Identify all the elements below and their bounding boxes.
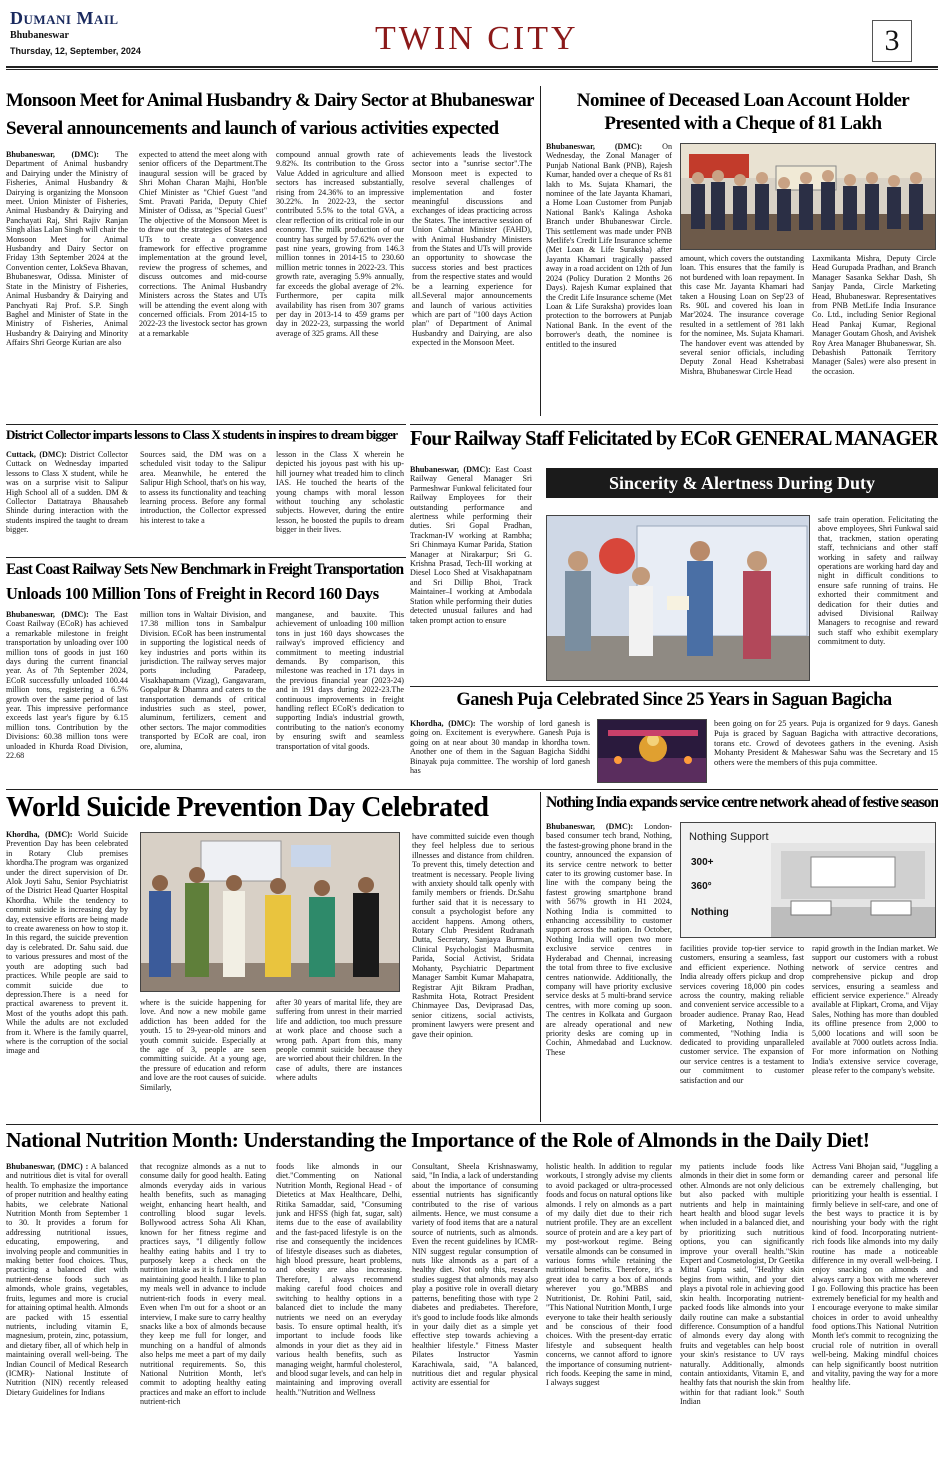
section-rule	[6, 1124, 938, 1125]
nutrition-col-5: holistic health. In addition to regular workouts, I strongly advise my clients to avoid packaged or ultra-processed foods and focus on natural options like almonds. I rely on almonds as a part of my daily diet due to their rich nutrient profile. They are an excellent source of protein and are a key part of my post-workout regime. Being versatile almonds can be consumed in various forms while retaining the nutritional benefits. Therefore, it's a great idea to carry a box of almonds wherever you go."MBBS and Nutritionist, Dr. Rohini Patil, said, "This National Nutrition Month, I urge everyone to take their health seriously and be conscious of their food choices. With the present-day erratic lifestyle and subsequent health concerns, we cannot afford to ignore the importance of consuming nutrient-rich foods. Keeping the same in mind, I always suggest	[546, 1162, 672, 1388]
freight-col-2: million tons in Waltair Division, and 17.38 million tons in Sambalpur Division. ECoR has been instrumental in supporting the logistical needs of key industries and ports within its jurisdiction. The railway serves major ports including Paradeep, Visakhapatnam (Vizag), Gangavaram, Gopalpur & Dhamra and caters to the transportation demands of critical industries such as steel, power, aluminum, fertilizers, cement and other sectors. The major commodities transported by ECoR are coal, iron ore, alumina,	[140, 610, 266, 751]
suicide-col-1: Khordha, (DMC): World Suicide Prevention Day has been celebrated in Rotary Club premises khordha.The program was organized under the direct supervision of Dr. Alok Joyti Sahu, Senior Psychiatrist of the District Head Quarter Hospital Khordha. While the tendency to commit suicide is increasing day by day, extensive efforts are being made to create awareness on how to stop it. In this regard, the suicide prevention day is celebrated. Dr. Sahu said. due to various pressures and most of the youth are adopting such bad practices. While people are said to commit suicide due to depression.There is a need for practical awareness to prevent it. Most of the youths adopt this path. While the adults are not excluded from it. Where is the family quarrel, where is the corruption of the social image and	[6, 830, 128, 1056]
cheque-presentation-photo	[680, 143, 936, 250]
section-title: TWIN CITY	[375, 20, 579, 57]
nominee-headline-2: Presented with a Cheque of 81 Lakh	[604, 113, 882, 134]
nutrition-col-3: foods like almonds in our diet."Commenting on National Nutrition Month, Regional Head - of Dietetics at Max Healthcare, Delhi, Ritika Samaddar, said, "Consuming junk and HFSS (high fat, sugar, salt) items due to the ease of availability and the fast-paced lifestyle is on the rise and consequently the incidences of lifestyle diseases such as diabetes, high blood pressure, heart problems, and obesity are also increasing. Therefore, I always recommend making careful food choices and switching to healthy options in a balanced diet to include the many nutrients we need on an everyday basis. To ensure optimal health, it's important to include foods like almonds in your diet as they aid in various health benefits, such as managing weight, harmful cholesterol, and blood sugar levels, and can help in maintaining and improving overall health."Nutrition and Wellness	[276, 1162, 402, 1397]
nominee-col-1: Bhubaneswar, (DMC): On Wednesday, the Zonal Manager of Punjab National Bank (PNB), Rajesh Kumar, handed over a cheque of Rs 81 lakh to Ms. Sujata Khamari, the nominee of the late Jayanta Khamari, a Home Loan Customer from Punjab National Bank's Kalinga Ashoka Branch under Bhubaneswar Circle. This settlement was made under PNB Metlife's Credit Life Insurance scheme (Met Loan & Life Suraksha) after Jayanta Khamari tragically passed away in a road accident on 12th of Jun 2024 (Policy Duration 2 Months 26 Days). Rajesh Kumar explained that the Credit Life Insurance scheme (Met Loan & Life Suraksha) provides loan protection to the borrowers at Punjab National Bank. In the event of the borrower's death, the nominee is entitled to the insured	[546, 142, 672, 349]
freight-subheadline: Unloads 100 Million Tons of Freight in Record 160 Days	[6, 584, 379, 603]
photo-stat-2: 360°	[691, 881, 712, 892]
suicide-col-4: have committed suicide even though they feel helpless due to serious illnesses and distance from children. To prevent this, timely detection and treatment is necessary. People living with anxiety should talk openly with family members or friends. Dr.Sahu further said that it is necessary to consult a psychologist before any accident happens. Among others, Rotary Club President Rudranath Dutta, Secretary, Sanjaya Burman, Clinical Psychologist Madhusmita Parida, Social Activist, Sridata Mohanty, Psychiatric Department Manager Sambit Kumar Mahapatra, Registrar Ajit Bikram Pradhan, Rashmita Hota, Rotract President Chinmayee Das, Deviprasad Das, senior citizens, social activists, prominent lawyers were present and gave their opinion.	[412, 832, 534, 1039]
dateline: Bhubaneswar, (DMC):	[410, 465, 491, 474]
nutrition-col-6: my patients include foods like almonds in their diet in some form or other. Almonds are not only delicious but also packed with multiple nutrients and help in maintaining heart health and blood sugar levels when included in a balanced diet, and by prioritizing such nutritious options, you can significantly improve your overall health."Skin Expert and Cosmetologist, Dr Geetika Mittal Gupta said, "Healthy skin begins from within, and your diet plays a pivotal role in achieving good skin health. Incorporating nutrient-packed foods like almonds into your daily routine can make a substantial difference. Consumption of a handful of almonds every day along with fruits and vegetables can help boost your skin's resistance to UV rays naturally. Additionally, almonds contain antioxidants, Vitamin E, and healthy fats that nourish the skin from within for that radiant look." South Indian	[680, 1162, 804, 1407]
collector-headline: District Collector imparts lessons to Class X students in inspires to dream bigger	[6, 427, 398, 442]
photo-stat-1: 300+	[691, 857, 714, 868]
dateline: Bhubaneswar, (DMC):	[6, 150, 99, 159]
masthead-rule	[6, 66, 938, 68]
store-interior-graphic	[771, 843, 935, 937]
monsoon-col-2: expected to attend the meet along with senior officers of the Department.The inaugural session will be graced by Shri Mohan Charan Majhi, Hon'ble Chief Minister as "Chief Guest "and Smt. Pravati Parida, Deputy Chief Minister of Odissa, as "Special Guest" The objective of the Monsoon Meet is to draw out the strategies of States and UTs to create a convergence framework for effective programme implementation at the ground level, review the progress of schemes, and discuss outcomes and mid-course corrections. The Animal Husbandry Ministers across the States and UTs will be attending the event along with concerned officials. From 2014-15 to 2022-23 the livestock sector has grown at a remarkable	[139, 150, 267, 338]
section-rule	[6, 424, 406, 425]
column-divider	[540, 792, 541, 1122]
nutrition-col-2: that recognize almonds as a nut to consume daily for good health. Eating almonds everyday aids in various health benefits, such as managing weight, enhancing heart health, and controlling blood sugar levels. Bollywood actress Soha Ali Khan, known for her fitness regime and practices says, "I diligently follow healthy eating habits and I try to purposely keep a check on the nutrition intake as it is fundamental to maintaining good health. I like to plan my meals well in advance to include nutrient-rich foods in every meal. Even when I'm out for a shoot or an interview, I make sure to carry healthy snacks like a box of almonds because they keep me full for longer, and munching on a handful of almonds also helps me meet a part of my daily nutritional requirements. So, this National Nutrition Month, let's commit to adopting healthy eating practices and make an effort to include nutrient-rich	[140, 1162, 266, 1407]
ganesh-col-2: been going on for 25 years. Puja is organized for 9 days. Ganesh Puja is graced by Saguan Bagicha with attractive decorations, torans etc. Crowd of devotees gathers in the evening. Asish Mohanty President & Maheswar Sahu was the Secretary and 15 others were the members of this puja committee.	[714, 719, 938, 768]
ganesh-col-1: Khordha, (DMC): The worship of lord ganesh is going on. Excitement is everywhere. Ganesh Puja is going on at near about 30 mandap in khordha town. Another one of them in the Saguan Bagicha Siddhi Binayak puja committee. The worship of lord ganesh has	[410, 719, 590, 776]
edition-city: Bhubaneswar	[10, 30, 69, 41]
railway-staff-col-2: safe train operation. Felicitating the above employees, Shri Funkwal said that, trackmen, station operating staff, technicians and other staff working in safety and railway operations are working hard day and night in difficult conditions to ensure safe running of trains. He exhorted their commitment and dedication for their duties and advised Divisional Railway Managers to recognise and reward such staff who exhibit exemplary commitment to duty.	[818, 515, 938, 647]
ganesh-puja-photo	[597, 719, 707, 783]
nutrition-col-7: Actress Vani Bhojan said, "Juggling a demanding career and personal life can be extremely challenging, but prioritizing your health is essential. I firmly believe in self-care, and one of the best ways to practice it is by nourishing your body with the right kind of food. Incorporating nutrient-rich foods like almonds into my daily routine has made a noticeable difference in my overall well-being. I enjoy snacking on almonds and always carry a box with me wherever I go. Following this practice has been extremely beneficial for my health and I encourage everyone to make similar choices in order to avoid unhealthy food options.This National Nutrition Month let's commit to recognizing the crucial role of nutrition in overall well-being. Making mindful choices can help significantly boost nutrition and vitality, paving the way for a more healthy life.	[812, 1162, 938, 1388]
monsoon-col-3: compound annual growth rate of 9.82%. Its contribution to the Gross Value Added in agriculture and allied sectors has increased substantially, rising from 24.36% to an impressive 30.22%. In 2022-23, the sector contributed 5.5% to the total GVA, a clear reflection of its critical role in our economy. The milk production of our country has surged by 57.62% over the past nine years, growing from 146.3 million tonnes in 2014-15 to 230.60 million metric tonnes in 2022-23. This growth rate, averaging 5.9% annually, far exceeds the global average of 2%. Furthermore, per capita milk availability has risen from 307 grams per day in 2013-14 to 459 grams per day in 2022-23, surpassing the world average of 325 grams. All these	[276, 150, 404, 338]
photo-brand: Nothing	[691, 907, 729, 918]
photo-title: Nothing Support	[689, 831, 769, 843]
section-rule	[410, 686, 938, 687]
dateline: Cuttack, (DMC):	[6, 450, 67, 459]
dateline: Bhubaneswar, (DMC):	[6, 610, 89, 619]
dateline: Khordha, (DMC):	[410, 719, 476, 728]
monsoon-headline: Monsoon Meet for Animal Husbandry & Dairy Sector at Bhubaneswar	[6, 90, 534, 111]
suicide-col-2: where is the suicide happening for love. And now a new mobile game addiction has been added for the youth. 15 to 29-year-old minors and youth commit suicide. Especially at the age of 3, people are seen committing suicide. At a young age, the pressure of education and reform and love are the root causes of suicide. Similarly,	[140, 998, 266, 1092]
collector-col-2: Sources said, the DM was on a scheduled visit today to the Salipur area. Meanwhile, he entered the Salipur High School, that's on his way, to assess its functionality and teaching learning process. Before any formal introduction, the Collector expressed his interest to take a	[140, 450, 266, 525]
railway-staff-subhead: Sincerity & Alertness During Duty	[546, 468, 938, 498]
dateline: Bhubaneswar, (DMC):	[546, 142, 643, 151]
nutrition-col-1: Bhubaneswar, (DMC) : A balanced and nutritious diet is vital for overall health. To emphasize the importance of proper nutrition and healthy eating habits, we celebrate National Nutrition Month from September 1 to 30. It provides a forum for addressing nutritional issues, educating, empowering, and involving people and communities in making better food choices. Thus, practicing a balanced diet with nutrient-dense foods such as almonds, whole grains, vegetables, fruits, legumes and more is crucial for attaining optimal health. Almonds are packed with 15 essential nutrients, including vitamin E, magnesium, protein, zinc, potassium, and dietary fiber, all of which help in maintaining overall well-being. The Indian Council of Medical Research (ICMR)- National Institute of Nutrition (NIN) recently released Dietary Guidelines for Indians	[6, 1162, 128, 1397]
section-rule	[6, 789, 938, 790]
railway-staff-col-1: Bhubaneswar, (DMC): East Coast Railway General Manager Sri Parmeshwar Funkwal felicitated four Railway Employees for their outstanding performance and alertness while performing their duties. Sri Gopal Pradhan, Trackman-IV working at Rambha; Sri Chinmaya Kumar Parida, Station Manager at Nirakarpur; Sri G. Krishna Prasad, Tech-III working at Diesel Loco Shed at Visakhapatnam and Sri Dillip Bhoi, Track Maintainer–I working at Ambodala Station while performing their duties detected unusual failures and had taken prompt action to ensure	[410, 465, 532, 625]
freight-headline: East Coast Railway Sets New Benchmark in Freight Transportation	[6, 561, 404, 578]
section-rule	[410, 424, 938, 425]
freight-col-3: manganese, and bauxite. This achievement of unloading 100 million tons in just 160 days showcases the railway's improved efficiency and commitment to meeting industrial demands. By comparison, this milestone was reached in 171 days in the previous financial year (2023-24) and in 191 days during 2022-23.The continuous improvements in freight handling reflect ECoR's dedication to supporting India's industrial growth, contributing to the nation's economy by ensuring swift and seamless transportation of vital goods.	[276, 610, 404, 751]
dateline: Bhubaneswar, (DMC) :	[6, 1162, 89, 1171]
monsoon-subheadline: Several announcements and launch of various activities expected	[6, 118, 499, 139]
monsoon-col-1: Bhubaneswar, (DMC): The Department of Animal husbandry and Dairying under the Ministry of Fisheries, Animal Husbandry & Dairying is organizing the Monsoon meet. Union Minister of Fisheries, Animal Husbandry & Dairying and Panchayati Raj, Shri Rajiv Ranjan Singh alias Lalan Singh will chair the Monsoon Meet for Animal Husbandry and Dairy Sector on Friday 13th September 2024 at the Convention center, LokSeva Bhavan, Bhubaneswar, Odissa. Minister of State in the Ministry of Fisheries, Animal Husbandry & Dairying and Panchyati Raj Prof. S.P. Singh Baghel and Minister of State in the Ministry of Fisheries, Animal Husbandry & Dairying and Minority Affairs Shri George Kurian are also	[6, 150, 128, 348]
newspaper-brand: Dumani Mail	[10, 8, 119, 28]
nothing-col-3: rapid growth in the Indian market. We support our customers with a robust network of service centres and comprehensive pickup and drop services, ensuring a seamless and efficient service experience." Already available at Flipkart, Croma, and Vijay Sales, Nothing has more than doubled its offline presence from 2,000 to 5,000 locations and will soon be available at 7000 outlets across India. For more information on Nothing India's extensive service coverage, please refer to the company's website.	[812, 944, 938, 1076]
felicitation-photo	[546, 515, 810, 681]
collector-col-3: lesson in the Class X wherein he depicted his joyous past with his up-hill journey what treaded him to clinch IAS. He touched the hearts of the young champs with moral lesson without touching any scholastic subjects. However, during the entire lesson, he boosted the pupils to dream bigger in their lives.	[276, 450, 404, 535]
nothing-col-2: facilities provide top-tier service to customers, ensuring a seamless, fast and efficient experience. Nothing India already offers pickup and drop services covering 18,000 pin codes across the country, making reliable and convenient service accessible to a broader audience. Pranay Rao, Head of Marketing, Nothing India, commented, "Nothing India is dedicated to providing unparalleled customer service. The expansion of our service centres is a testament to our commitment to customer satisfaction and our	[680, 944, 804, 1085]
suicide-col-3: after 30 years of marital life, they are suffering from unrest in their married life and addiction, too much pressure at work place and choose such a wrong path. Apart from this, many people commit suicide because they are worried about their children. In the case of adults, there are instances where adults	[276, 998, 402, 1083]
ganesh-headline: Ganesh Puja Celebrated Since 25 Years in Saguan Bagicha	[456, 690, 892, 710]
monsoon-col-4: achievements leads the livestock sector into a "sunrise sector".The Monsoon meet is expected to resolve several challenges of implementation and foster meaningful discussions and exchanges of ideas practicing across the States. The interactive session of Union Cabinat Minister (FAHD), with Animal Husbandry Ministers from the States and UTs will provide an opportunity to showcase the success stories and best practices from the respective states and would be a learning experience for all.Several major announcements and launch of various activities which are part of "100 days Action plan" of Department of Animal Husbandry and Dairying, are also expected in the Monsoon Meet.	[412, 150, 532, 348]
nutrition-headline: National Nutrition Month: Understanding the Importance of the Role of Almonds in the Daily Diet!	[6, 1128, 870, 1152]
nominee-headline-1: Nominee of Deceased Loan Account Holder	[576, 90, 910, 111]
nominee-col-3: Laxmikanta Mishra, Deputy Circle Head Gurupada Pradhan, and Branch Manager Sasanka Sekhar Dash, Sh Sanjay Panda, Circle Marketing Head, Bhubaneswar. Representatives from PNB MetLife India Insurance Co. Ltd., including Senior Regional Head Pankaj Kumar, Regional Manager Goutam Ghosh, and Avishek Roy Area Manager Bhubaneswar, Sh. Debashish Pattonaik Territory Manager (Sales) were also present in the occasion.	[812, 254, 936, 376]
dateline: Khordha, (DMC):	[6, 830, 73, 839]
masthead-rule-thin	[6, 69, 938, 70]
nothing-col-1: Bhubaneswar, (DMC): London-based consumer tech brand, Nothing, the fastest-growing phone brand in the country, announced the expansion of its service centre network to better cater to its growing customer base. In line with the company being the fastest growing smartphone brand with 567% growth in H1 2024, Nothing India is committed to enhancing accessibility to customer support across the nation. In October, Nothing India will open two more exclusive service centres in Hyderabad and Chennai, increasing the total from three to five exclusive centres nationwide. Additionally, the company will have priority exclusive service desks at 5 multi-brand service centres, with more coming up soon. The centres in Kolkata and Gurgaon are already operational and new priority desks are coming up in Cochin, Ahmedabad and Lucknow. These	[546, 822, 672, 1057]
issue-date: Thursday, 12, September, 2024	[10, 46, 141, 56]
service-centre-photo	[680, 822, 936, 938]
suicide-day-group-photo	[140, 832, 400, 992]
dateline: Bhubaneswar, (DMC):	[546, 822, 634, 831]
page-number: 3	[872, 20, 912, 62]
nutrition-col-4: Consultant, Sheela Krishnaswamy, said, "In India, a lack of understanding about the importance of consuming essential nutrients has significantly contributed to the rise of various ailments. Hence, we must consume a variety of food items that are a natural source of nutrients, such as almonds. Even the recent guidelines by ICMR-NIN suggest regular consumption of nuts like almonds as a part of a healthy diet. Not only this, research studies suggest that almonds may also play a positive role in overall dietary patterns, benefiting those with type 2 diabetes and prediabetes. Therefore, it's good to include foods like almonds in your daily diet as a simple yet effective step towards achieving a healthier lifestyle." Fitness Master Pilates Instructor Yasmin Karachiwala, said, "A balanced, nutritious diet and regular physical activity are essential for	[412, 1162, 538, 1388]
railway-staff-headline: Four Railway Staff Felicitated by ECoR GENERAL MANAGER	[410, 428, 938, 450]
nothing-headline: Nothing India expands service centre network ahead of festive season	[546, 794, 938, 811]
suicide-headline: World Suicide Prevention Day Celebrated	[6, 792, 489, 823]
freight-col-1: Bhubaneswar, (DMC): The East Coast Railway (ECoR) has achieved a remarkable milestone in freight transportation by unloading over 100 million tons of goods in just 160 days during the current financial year. As of 7th September 2024, ECoR successfully unloaded 100.44 million tons, registering a 6.5% growth over the same period of last year. This impressive performance exceeds last year's figure by 6.15 million tons. Contribution by the Divisions: 60.38 million tons were unloaded in Khurda Road Division, 22.68	[6, 610, 128, 761]
section-rule	[6, 557, 406, 558]
nominee-col-2: amount, which covers the outstanding loan. This ensures that the family is not burdened with loan repayment. In this case Mr. Jayanta Khamari had taken a Housing Loan on Sep'23 of Rs. 90L and covered his loan in Mar'2024. The insurance coverage resulted in a settlement of ?81 lakh for the nominee, Ms. Sujata Khamari. The handover event was attended by several senior officials, including Deputy Zonal Head Kshetrabasi Mishra, Bhubaneswar Circle Head	[680, 254, 804, 376]
collector-col-1: Cuttack, (DMC): District Collector Cuttack on Wednesday imparted lessons to Class X student, while he was on a surprise visit to Salipur High School all of a sudden. DM & Collector Dattatraya Bhausaheb Shinde during interaction with the students inspired the taught to dream bigger.	[6, 450, 128, 535]
column-divider	[540, 86, 541, 416]
